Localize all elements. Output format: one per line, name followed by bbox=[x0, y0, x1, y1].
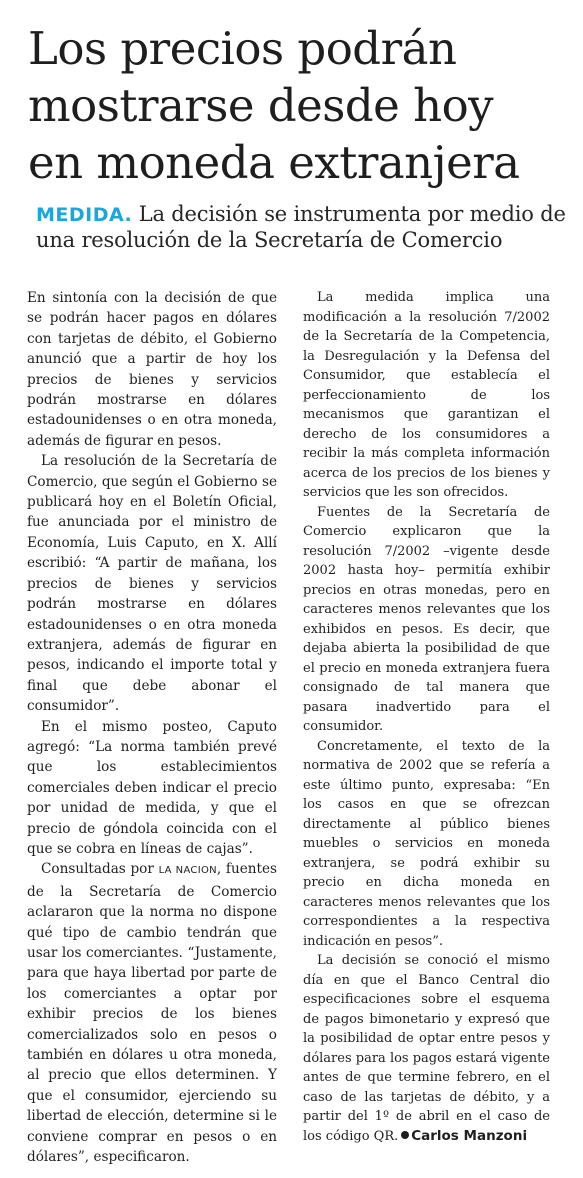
source-name: LA NACION bbox=[158, 865, 217, 877]
body-column-right bbox=[303, 288, 550, 1146]
headline bbox=[28, 20, 568, 191]
body-paragraph: En sintonía con la decisión de que se podrán hacer pagos en dólares con tarjetas de débito, el Gobierno anunció que a partir de hoy los precios de bienes y servicios podrán mostrarse en dólares estadounidenses o en otra moneda, además de figurar en pesos. bbox=[27, 290, 277, 449]
body-paragraph: La resolución de la Secretaría de Comercio, que según el Gobierno se publicará hoy en el Boletín Oficial, fue anunciada por el ministro de Economía, Luis Caputo, en X. Allí escribió: “A partir de mañana, los precios de bienes y servicios podrán mostrarse en dólares estadounidenses o en otra moneda extranjera, además de figurar en pesos, indicando el importe total y final que debe abonar el consumidor”. bbox=[27, 453, 277, 715]
bullet-icon bbox=[401, 1131, 409, 1139]
deck bbox=[36, 202, 566, 253]
body-paragraph: La medida implica una modificación a la resolución 7/2002 de la Secretaría de la Competencia, la Desregulación y la Defensa del Consumidor, que establecía el perfeccionamiento de los mecanismos que garantizan el derecho de los consumidores a recibir la más completa información acerca de los precios de los bienes y servicios que les son ofrecidos. bbox=[303, 290, 550, 500]
body-column-left bbox=[27, 288, 277, 1167]
author-byline: Carlos Manzoni bbox=[411, 1127, 528, 1144]
paragraph-text: Consultadas por bbox=[41, 861, 159, 878]
paragraph-text: , fuentes de la Secretaría de Comercio aclararon que la norma no dispone qué tipo de cambio tendrán que usar los comerciantes. “Justamente, para que haya libertad por parte de los comerciantes a optar por exhibir precios de los bienes comercializados solo en pesos o también en dólares u otra moneda, al precio que ellos determinen. Y que el consumidor, ejerciendo su libertad de elección, determine si le conviene comprar en pesos o en dólares”, especificaron. bbox=[27, 861, 278, 1166]
body-paragraph: En el mismo posteo, Caputo agregó: “La norma también prevé que los establecimientos comerciales deben indicar el precio por unidad de medida, y que el precio de góndola coincida con el que se cobra en líneas de cajas”. bbox=[27, 718, 277, 857]
body-paragraph bbox=[303, 951, 550, 1146]
body-paragraph: Fuentes de la Secretaría de Comercio explicaron que la resolución 7/2002 –vigente desde 2002 hasta hoy– permitía exhibir precios en otras monedas, pero en caracteres menos relevantes que los exhibidos en pesos. Es decir, que dejaba abierta la posibilidad de que el precio en moneda extranjera fuera consignado de tal manera que pasara inadvertido para el consumidor. bbox=[303, 504, 550, 734]
deck-text: La decisión se instrumenta por medio de una resolución de la Secretaría de Comercio bbox=[36, 202, 566, 252]
headline-line: Los precios podrán bbox=[28, 22, 457, 75]
headline-line: en moneda extranjera bbox=[28, 136, 520, 189]
kicker: MEDIDA. bbox=[36, 204, 133, 226]
body-paragraph: Concretamente, el texto de la normativa de 2002 que se refería a este último punto, expresaba: “En los casos en que se ofrezcan directamente al público bienes muebles o servicios en moneda extranjera, se podrá exhibir su precio en dicha moneda en caracteres menos relevantes que los correspondientes a la respectiva indicación en pesos”. bbox=[303, 738, 550, 949]
paragraph-text: La decisión se conoció el mismo día en que el Banco Central dio especificaciones sobre el esquema de pagos bimonetario y expresó que la posibilidad de optar entre pesos y dólares para los pagos estará vigente antes de que termine febrero, en el caso de las tarjetas de débito, y a partir del 1º de abril en el caso de los código QR. bbox=[303, 953, 550, 1144]
body-paragraph bbox=[27, 859, 277, 1167]
headline-line: mostrarse desde hoy bbox=[28, 79, 494, 132]
